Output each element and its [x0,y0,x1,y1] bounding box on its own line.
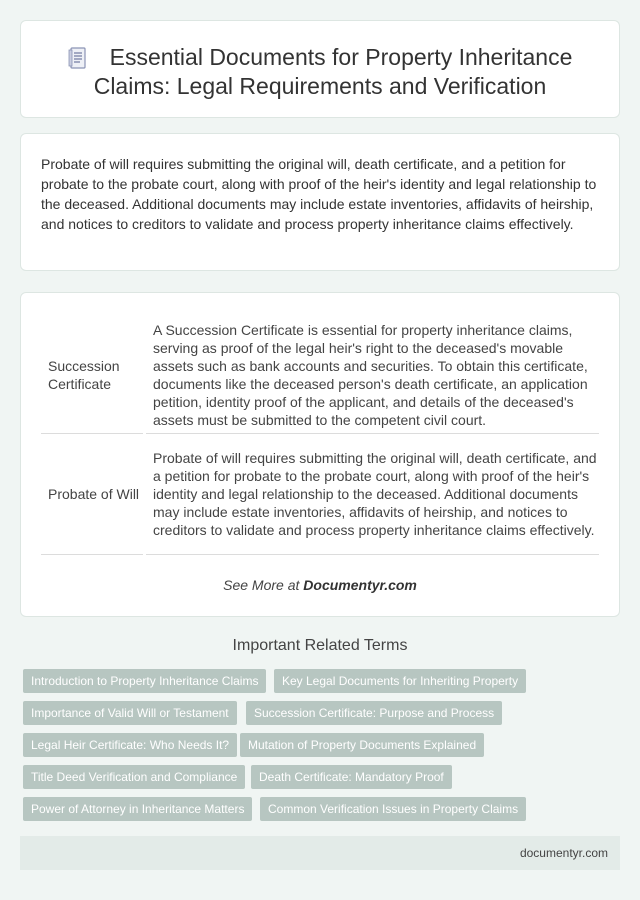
footer-site-link[interactable]: documentyr.com [519,846,608,860]
table-card [20,292,620,617]
summary-text: Probate of will requires submitting the original will, death certificate, and a petition for probate to the probate court, along with proof of the heir's identity and legal relationship to the deceased. Additional documents may include estate inventories, affidavits of heirship, and notices to creditors to validate and process property inheritance claims effectively. [41,156,597,232]
see-more-site[interactable]: Documentyr.com [303,577,417,593]
title-card [20,20,620,118]
related-tag[interactable]: Death Certificate: Mandatory Proof [251,765,452,789]
related-tag[interactable]: Importance of Valid Will or Testament [23,701,237,725]
see-more-link[interactable] [21,577,619,593]
description-cell: Probate of will requires submitting the original will, death certificate, and a petition for probate to the probate court, along with proof of the heir's identity and legal relationship to the deceased. Additional documents may include estate inventories, affidavits of heirship, and notices to creditors to validate and process property inheritance claims effectively. [145,434,600,555]
related-tag[interactable]: Succession Certificate: Purpose and Process [246,701,502,725]
terms-table [41,317,599,555]
document-icon [68,47,88,69]
footer [20,836,620,870]
table-row [41,317,599,434]
page-title [21,43,619,101]
term-cell: Probate of Will [41,434,145,555]
summary-card [20,133,620,271]
page-title-text: Essential Documents for Property Inheritance Claims: Legal Requirements and Verification [93,44,573,99]
term-cell: Succession Certificate [41,317,145,434]
related-tag[interactable]: Legal Heir Certificate: Who Needs It? [23,733,237,757]
see-more-prefix: See More at [223,577,300,593]
related-tag[interactable]: Mutation of Property Documents Explained [240,733,484,757]
related-tag[interactable]: Key Legal Documents for Inheriting Property [274,669,526,693]
description-cell: A Succession Certificate is essential for property inheritance claims, serving as proof of the legal heir's right to the deceased's movable assets such as bank accounts and securities. To obtain this certificate, documents like the deceased person's death certificate, an application petition, identity proof of the applicant, and details of the deceased's assets must be submitted to the competent civil court. [145,317,600,434]
related-tag[interactable]: Common Verification Issues in Property Claims [260,797,526,821]
table-row [41,434,599,555]
related-tag[interactable]: Introduction to Property Inheritance Claims [23,669,266,693]
related-terms-title: Important Related Terms [232,637,408,654]
related-tag[interactable]: Power of Attorney in Inheritance Matters [23,797,252,821]
related-tag[interactable]: Title Deed Verification and Compliance [23,765,245,789]
